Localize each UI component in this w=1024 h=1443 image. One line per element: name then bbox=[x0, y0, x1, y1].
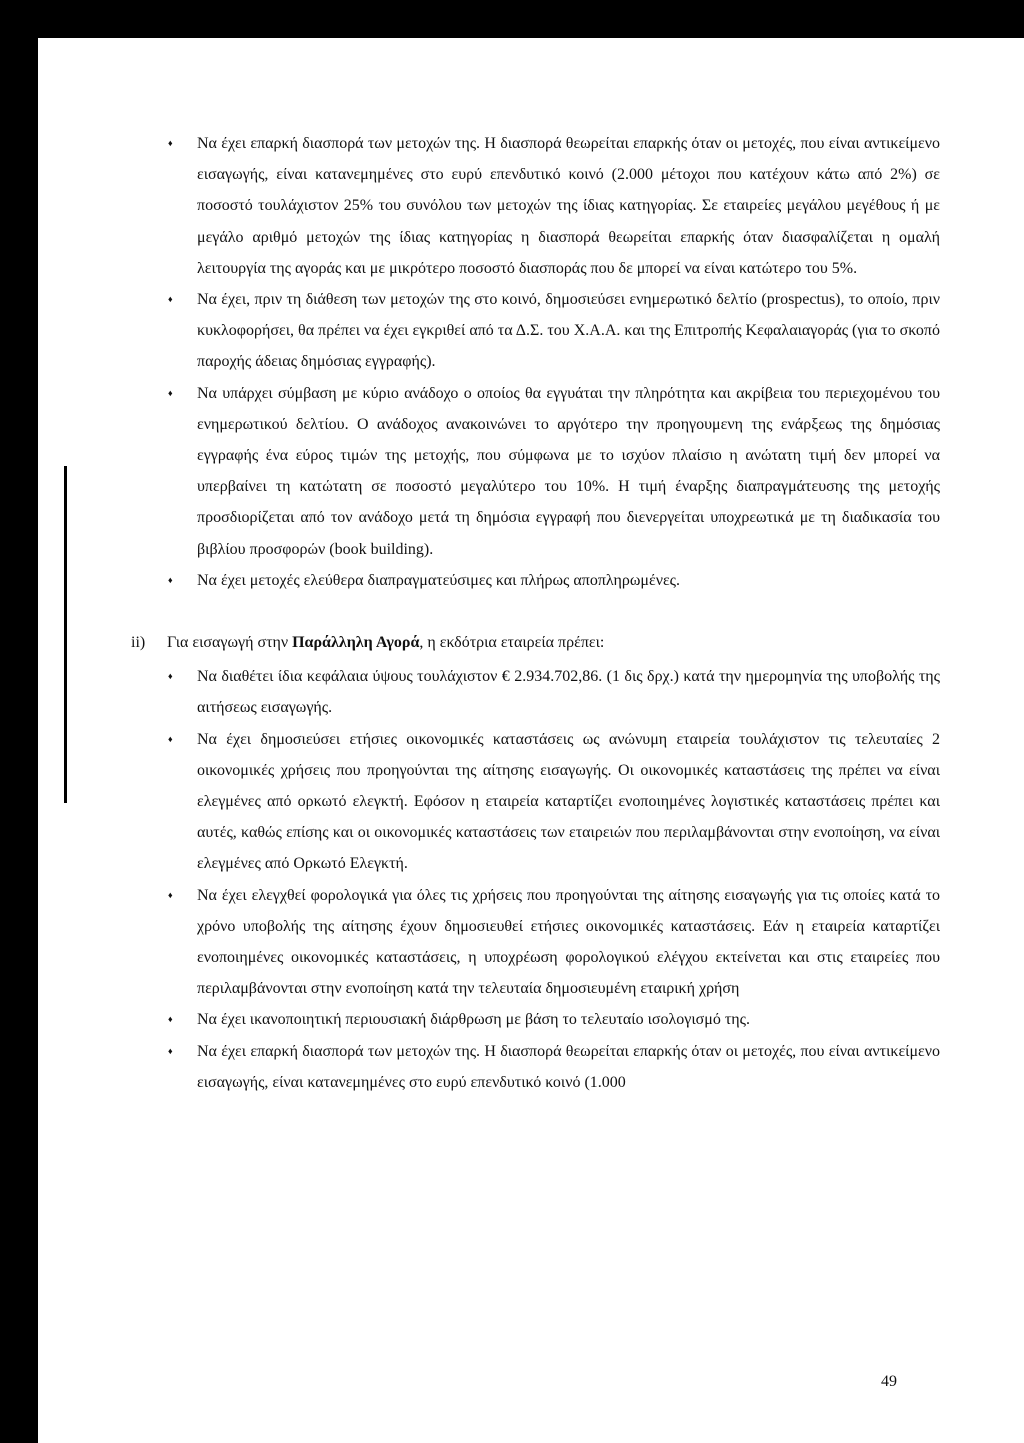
list-item-text: Να έχει, πριν τη διάθεση των μετοχών της στο κοινό, δημοσιεύσει ενημερωτικό δελτίο (prospectus), το οποίο, πριν κυκλοφορήσει, θα πρέπει να έχει εγκριθεί από τα Δ.Σ. του Χ.Α.Α. και της Επιτροπής Κεφαλαιαγοράς (για το σκοπό παροχής άδειας δημόσιας εγγραφής). bbox=[197, 291, 940, 371]
diamond-bullet-icon: ♦ bbox=[168, 733, 173, 744]
list-item-text: Να έχει δημοσιεύσει ετήσιες οικονομικές καταστάσεις ως ανώνυμη εταιρεία τουλάχιστον τις τελευταίες 2 οικονομικές χρήσεις που προηγούνται της αίτησης εισαγωγής. Οι οικονομικές καταστάσεις της πρέπει να είναι ελεγμένες από ορκωτό ελεγκτή. Εφόσον η εταιρεία καταρτίζει ενοποιημένες λογιστικές καταστάσεις πρέπει και αυτές, καθώς επίσης και οι οικονομικές καταστάσεις των εταιρειών που περιλαμβάνονται στην ενοποίηση, να είναι ελεγμένες από Ορκωτό Ελεγκτή. bbox=[197, 730, 940, 873]
list-item bbox=[168, 565, 940, 596]
margin-change-bar bbox=[64, 466, 67, 803]
list-item-text: Να διαθέτει ίδια κεφάλαια ύψους τουλάχιστον € 2.934.702,86. (1 δις δρχ.) κατά την ημερομηνία της υποβολής της αιτήσεως εισαγωγής. bbox=[197, 668, 940, 717]
diamond-bullet-icon: ♦ bbox=[168, 574, 173, 585]
list-item bbox=[168, 661, 940, 723]
list-item bbox=[168, 284, 940, 378]
diamond-bullet-icon: ♦ bbox=[168, 387, 173, 398]
list-item bbox=[168, 128, 940, 284]
diamond-bullet-icon: ♦ bbox=[168, 1014, 173, 1025]
bullet-list-parallel-market bbox=[168, 661, 940, 1098]
list-item-text: Να έχει μετοχές ελεύθερα διαπραγματεύσιμες και πλήρως αποπληρωμένες. bbox=[197, 571, 681, 589]
list-item bbox=[168, 1004, 940, 1035]
list-item bbox=[168, 880, 940, 1005]
section-heading-parallel-market bbox=[131, 627, 940, 658]
section-number: ii) bbox=[131, 634, 146, 652]
section-intro-before: Για εισαγωγή στην bbox=[167, 634, 293, 652]
document-body bbox=[131, 128, 940, 1098]
diamond-bullet-icon: ♦ bbox=[168, 138, 173, 148]
section-intro-after: , η εκδότρια εταιρεία πρέπει: bbox=[419, 634, 605, 652]
section-intro-bold: Παράλληλη Αγορά bbox=[292, 634, 420, 652]
list-item bbox=[168, 378, 940, 565]
diamond-bullet-icon: ♦ bbox=[168, 671, 173, 682]
list-item-text: Να υπάρχει σύμβαση με κύριο ανάδοχο ο οποίος θα εγγυάται την πληρότητα και ακρίβεια του περιεχομένου του ενημερωτικού δελτίου. Ο ανάδοχος ανακοινώνει το αργότερο την προηγουμενη της ενάρξεως της δημόσιας εγγραφής ένα εύρος τιμών της μετοχής, που σύμφωνα με το ισχύον πλαίσιο η ανώτατη τιμή δεν μπορεί να υπερβαίνει τη κατώτατη σε ποσοστό μεγαλύτερο του 10%. Η τιμή έναρξης διαπραγμάτευσης της μετοχής προσδιορίζεται από τον ανάδοχο μετά τη δημόσια εγγραφή που διενεργείται υποχρεωτικά με τη διαδικασία του βιβλίου προσφορών (book building). bbox=[197, 384, 940, 558]
list-item-text: Να έχει ικανοποιητική περιουσιακή διάρθρωση με βάση το τελευταίο ισολογισμό της. bbox=[197, 1011, 750, 1029]
document-page bbox=[38, 38, 1024, 1443]
list-item-text: Να έχει ελεγχθεί φορολογικά για όλες τις χρήσεις που προηγούνται της αίτησης εισαγωγής για τις οποίες κατά το χρόνο υποβολής της αίτησης έχουν δημοσιευθεί ετήσιες οικονομικές καταστάσεις. Εάν η εταιρεία καταρτίζει ενοποιημένες οικονομικές καταστάσεις, η υποχρέωση φορολογικού ελέγχου εκτείνεται και στις εταιρείες που περιλαμβάνονται στην ενοποίηση κατά την τελευταία δημοσιευμένη εταιρική χρήση bbox=[197, 886, 940, 998]
diamond-bullet-icon: ♦ bbox=[168, 294, 173, 305]
diamond-bullet-icon: ♦ bbox=[168, 889, 173, 900]
list-item bbox=[168, 1036, 940, 1098]
page-number: 49 bbox=[881, 1373, 897, 1390]
diamond-bullet-icon: ♦ bbox=[168, 1045, 173, 1056]
list-item bbox=[168, 724, 940, 880]
bullet-list-main-market bbox=[168, 128, 940, 596]
list-item-text: Να έχει επαρκή διασπορά των μετοχών της. Η διασπορά θεωρείται επαρκής όταν οι μετοχές, που είναι αντικείμενο εισαγωγής, είναι κατανεμημένες στο ευρύ επενδυτικό κοινό (1.000 bbox=[197, 1042, 940, 1091]
list-item-text: Να έχει επαρκή διασπορά των μετοχών της. Η διασπορά θεωρείται επαρκής όταν οι μετοχές, που είναι αντικείμενο εισαγωγής, είναι κατανεμημένες στο ευρύ επενδυτικό κοινό (2.000 μέτοχοι που κατέχουν κάτω από 2%) σε ποσοστό τουλάχιστον 25% του συνόλου των μετοχών της ίδιας κατηγορίας. Σε εταιρείες μεγάλου μεγέθους ή με μεγάλο αριθμό μετοχών της ίδιας κατηγορίας η διασπορά θεωρείται επαρκής όταν διασφαλίζεται η ομαλή λειτουργία της αγοράς και με μικρότερο ποσοστό διασποράς που δε μπορεί να είναι κατώτερο του 5%. bbox=[197, 135, 940, 277]
